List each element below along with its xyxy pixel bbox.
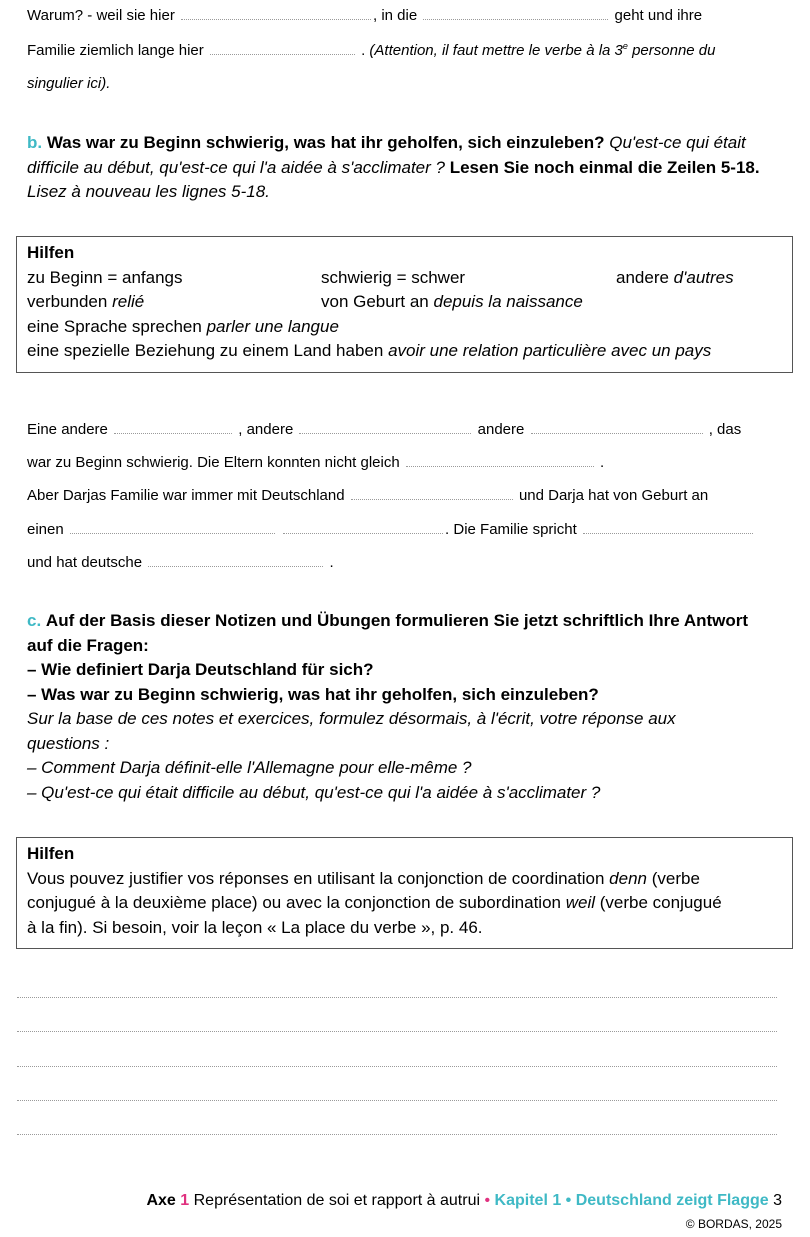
blank-field[interactable]	[406, 455, 594, 467]
blank-field[interactable]	[299, 422, 471, 434]
fill-line-b4: einen . Die Familie spricht	[27, 521, 755, 538]
hilfen-row: verbunden relié von Geburt an depuis la naissance	[27, 292, 583, 311]
fill-line-a2: Familie ziemlich lange hier . (Attention, il faut mettre le verbe à la 3e personne du	[27, 41, 716, 59]
hilfen-row: eine spezielle Beziehung zu einem Land haben avoir une relation particulière avec un pays	[27, 341, 712, 360]
hilfen-title: Hilfen	[27, 243, 75, 262]
fill-line-b1: Eine andere , andere andere , das	[27, 421, 742, 438]
blank-field[interactable]	[181, 8, 371, 20]
fill-line-b3: Aber Darjas Familie war immer mit Deutschland und Darja hat von Geburt an	[27, 487, 709, 504]
answer-line[interactable]	[17, 1066, 777, 1067]
blank-field[interactable]	[423, 8, 608, 20]
hilfen-box-1	[16, 236, 793, 373]
blank-field[interactable]	[210, 43, 355, 55]
blank-field[interactable]	[114, 422, 232, 434]
answer-line[interactable]	[17, 997, 777, 998]
fill-line-a1: Warum? - weil sie hier , in die geht und ihre	[27, 7, 703, 24]
page-footer: Axe 1 Représentation de soi et rapport à autrui • Kapitel 1 • Deutschland zeigt Flagge 3	[146, 1192, 782, 1209]
fill-line-a3: singulier ici).	[27, 75, 111, 92]
answer-line[interactable]	[17, 1100, 777, 1101]
copyright: © BORDAS, 2025	[685, 1217, 782, 1231]
blank-field[interactable]	[583, 522, 753, 534]
question-b: b. Was war zu Beginn schwierig, was hat ihr geholfen, sich einzuleben? Qu'est-ce qui était difficile au début, qu'est-ce qui l'a aidée à s'acclimater ? Lesen Sie noch einmal die Zeilen 5-18. Lisez à nouveau les lignes 5-18.	[27, 133, 760, 201]
answer-line[interactable]	[17, 1031, 777, 1032]
blank-field[interactable]	[531, 422, 703, 434]
page-number: 3	[773, 1192, 782, 1209]
blank-field[interactable]	[70, 522, 275, 534]
fill-line-b5: und hat deutsche .	[27, 554, 334, 571]
hilfen-row: zu Beginn = anfangs schwierig = schwer andere d'autres	[27, 267, 734, 287]
hilfen-box-2: Hilfen Vous pouvez justifier vos réponses en utilisant la conjonction de coordination denn (verbe conjugué à la deuxième place) ou avec la conjonction de subordination weil (verbe conjugué à la fin). Si besoin, voir la leçon « La place du verbe », p. 46.	[16, 837, 793, 949]
fill-line-b2: war zu Beginn schwierig. Die Eltern konnten nicht gleich .	[27, 454, 605, 471]
answer-line[interactable]	[17, 1134, 777, 1135]
blank-field[interactable]	[283, 522, 443, 534]
hilfen-title: Hilfen	[27, 844, 75, 863]
hilfen-row: eine Sprache sprechen parler une langue	[27, 316, 339, 336]
question-c: c. Auf der Basis dieser Notizen und Übungen formulieren Sie jetzt schriftlich Ihre Antwort auf die Fragen: – Wie definiert Darja Deutschland für sich? – Was war zu Beginn schwierig, was hat ihr geholfen, sich einzuleben? Sur la base de ces notes et exercices, formulez désormais, à l'écrit, votre réponse aux questions : – Comment Darja définit-elle l'Allemagne pour elle-même ? – Qu'est-ce qui était difficile au début, qu'est-ce qui l'a aidée à s'acclimater ?	[27, 611, 749, 802]
blank-field[interactable]	[351, 488, 513, 500]
blank-field[interactable]	[148, 555, 323, 567]
